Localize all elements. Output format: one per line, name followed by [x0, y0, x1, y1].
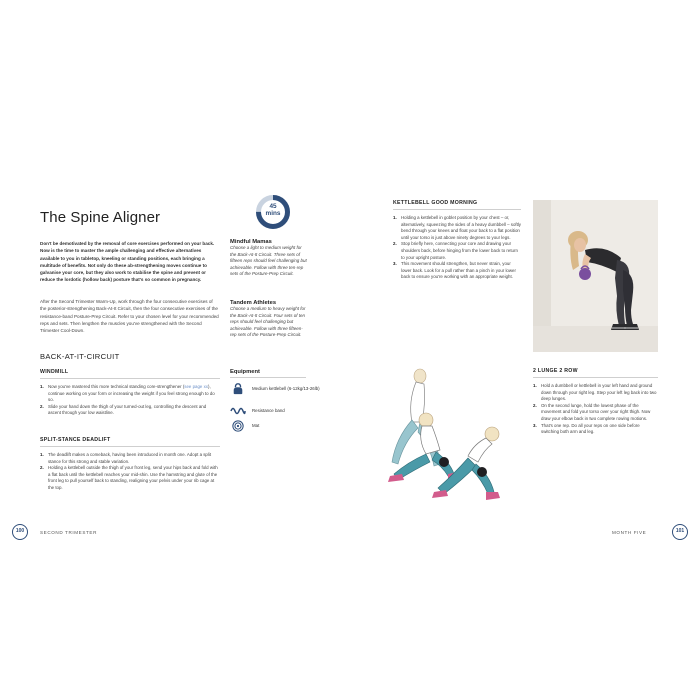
page-number-right: 101 — [672, 524, 688, 540]
equipment-item — [230, 383, 320, 395]
level-tandem-athletes — [230, 300, 308, 339]
page-number-left: 100 — [12, 524, 28, 540]
page-title: The Spine Aligner — [40, 209, 161, 226]
level-text: Choose a medium to heavy weight for the Back-At-It Circuit. Four sets of ten reps should feel challenging but achievable. Follow with three fifteen-rep sets of the Posture-Prep Circuit. — [230, 306, 306, 338]
divider — [533, 377, 658, 378]
equipment-item — [230, 405, 285, 417]
equipment-label: Medium kettlebell (6-12kg/13-26lb) — [252, 386, 320, 391]
divider — [40, 446, 220, 447]
step: 3. That's one rep. Do all your reps on one side before switching both arm and leg. — [533, 422, 640, 435]
step: 1. The deadlift makes a comeback, having been introduced in month one. Adopt a split stance for this strong and stable variation. — [40, 452, 212, 464]
footer-right-text: MONTH FIVE — [612, 530, 647, 535]
equipment-item — [230, 420, 259, 432]
intro-bold-paragraph: Don't be demotivated by the removal of core exercises performed on your back. Now is the time to master the ample challenging and effective alternatives available to you in tabletop, kneeling or standing positions, each bringing a multitude of benefits. Not only do these ab-strengthening moves continue to galvanise your core, but they also work to stabilise the spine and prevent or reduce the lordotic (hollow back) posture that's so common in pregnancy. — [40, 241, 215, 283]
divider — [40, 378, 220, 379]
step: 1. Hold a dumbbell or kettlebell in your left hand and ground down through your right leg. Step your left leg back into two deep lunges. — [533, 383, 657, 402]
kettlebell-icon — [230, 383, 246, 395]
lunge-row-illustration — [378, 362, 533, 512]
step: 1. Holding a kettlebell in goblet position by your chest – or, alternatively, squeezing the sides of a heavy dumbbell – softly bend through your knees and float your back to a flat position until your torso is just above ninety degrees to your legs. — [393, 215, 521, 240]
mat-icon — [230, 420, 246, 432]
level-name: Mindful Mamas — [230, 239, 272, 245]
timer-label — [255, 203, 291, 217]
good-morning-block — [393, 200, 521, 281]
step: 2. On the second lunge, hold the lowest phase of the movement and fold your torso over your right thigh. Now draw your elbow back in two complete rowing motions. — [533, 402, 651, 421]
exercise-photo — [533, 200, 658, 352]
deadlift-title: SPLIT-STANCE DEADLIFT — [40, 437, 111, 443]
windmill-title: WINDMILL — [40, 369, 69, 375]
step: 3. This movement should strengthen, but never strain, your lower back. Look for a pull rather than a pinch in your lower back to ensure you're working with an appropriate weight. — [393, 261, 516, 280]
resistance-band-icon — [230, 405, 246, 417]
footer-left-text: SECOND TRIMESTER — [40, 530, 97, 535]
intro-paragraph: After the Second Trimester Warm-Up, work through the four consecutive exercises of the posterior-strengthening Back-At-It Circuit, then the four consecutive exercises of the resistance-band Posture-Prep Circuit. Refer to your chosen level for your recommended reps and sets. Then lengthen the muscles you've strengthened with the Second Trimester Cool-Down. — [40, 299, 219, 334]
lunge-row-block — [533, 368, 658, 436]
step: 2. Holding a kettlebell outside the thigh of your front leg, send your hips back and fold with a flat back until the kettlebell reaches your mid-shin. Use the hamstring and glute of the front leg to pull yourself back to standing, realigning your pelvis under your rib cage at the top. — [40, 465, 218, 490]
equipment-title: Equipment — [230, 369, 260, 375]
timer-value: 45 — [269, 203, 277, 210]
timer-unit: mins — [265, 210, 281, 217]
equipment-label: Resistance band — [252, 408, 285, 413]
equipment-label: Mat — [252, 423, 260, 428]
step: 2. Slide your hand down the thigh of your turned-out leg, controlling the descent and ascent through your low waistline. — [40, 403, 207, 416]
divider — [393, 209, 521, 210]
level-name: Tandem Athletes — [230, 300, 277, 306]
lunge-row-title: 2 LUNGE 2 ROW — [533, 368, 578, 374]
level-text: Choose a light to medium weight for the Back-At-It Circuit. Three sets of fifteen reps should feel challenging but achievable. Follow with three ten-rep sets of the Posture-Prep Circuit. — [230, 245, 307, 277]
divider — [230, 377, 306, 378]
page-link[interactable]: see page xx — [184, 384, 208, 389]
deadlift-block — [40, 437, 220, 492]
good-morning-title: KETTLEBELL GOOD MORNING — [393, 200, 478, 206]
section-heading: BACK-AT-IT-CIRCUIT — [40, 352, 120, 361]
step: 2. Stop briefly here, connecting your core and drawing your shoulders back, before hinging from the lower back to return to your upright posture. — [393, 241, 518, 260]
level-mindful-mamas — [230, 239, 308, 278]
windmill-block — [40, 369, 220, 417]
step: 1. Now you've mastered this more technical standing core-strengthener (see page xx), continue working on your form or increasing the weight if you feel strong enough to do so. — [40, 384, 215, 403]
